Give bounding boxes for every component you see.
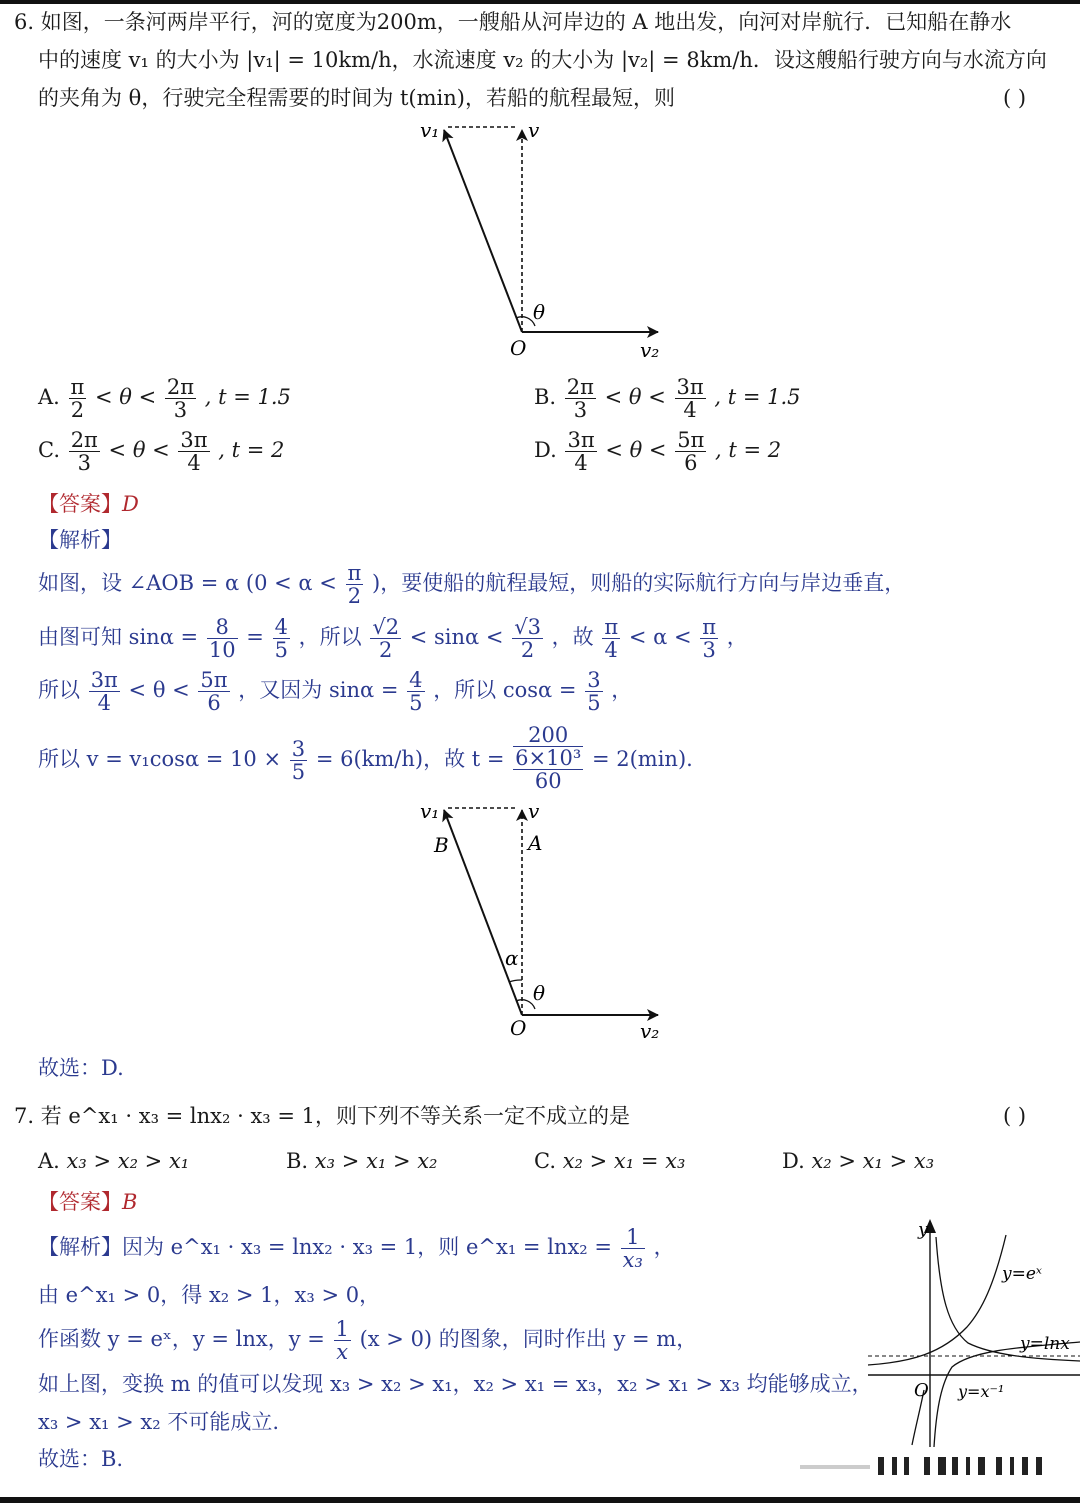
q6-solution-line-1: 如图，设 ∠AOB = α (0 < α < $\frac{\pi}{2}$ )，要使船的航程最短，则船的实际航行方向与岸边垂直， (38, 561, 906, 609)
q7-solution-line-5: x₃ > x₁ > x₂ 不可能成立. (38, 1410, 280, 1434)
label-theta: θ (533, 300, 546, 324)
q6-option-b[interactable]: B. $\frac{2\pi}{3}$ < θ < $\frac{3\pi}{4}$ , t = 1.5 (534, 375, 801, 423)
q7-answer: 【答案】B (38, 1190, 138, 1214)
q7-solution-line-3: 作函数 y = eˣ，y = lnx，y = $\frac{1}{x}$ (x > 0) 的图象，同时作出 y = m， (38, 1317, 698, 1365)
label-B: B (434, 833, 449, 857)
v1-vector (444, 130, 522, 332)
label-O: O (510, 1016, 527, 1040)
label-O: O (914, 1380, 929, 1401)
function-graph (862, 1215, 1080, 1450)
q6-option-d[interactable]: D. $\frac{3\pi}{4}$ < θ < $\frac{5\pi}{6}$ , t = 2 (534, 428, 782, 476)
answer-paren: ( ) (1003, 1104, 1027, 1128)
q6-solution-line-2: 由图可知 sinα = $\frac{8}{10}$ = $\frac{4}{5}$ ，所以 $\frac{√2}{2}$ < sinα < $\frac{√3}{2}$ ，故 $\frac{\pi}{4}$ < α < $\frac{\pi}{3}$ ， (38, 615, 748, 663)
label-v1: v₁ (420, 118, 440, 142)
ln-curve (934, 1342, 1080, 1447)
label-ln: y=lnx (1020, 1334, 1070, 1354)
q6-stem-line-1: 如图，一条河两岸平行，河的宽度为200m，一艘船从河岸边的 A 地出发，向河对岸航行．已知船在静水 (40, 10, 1012, 34)
bottom-border (0, 1497, 1080, 1503)
label-v: v (528, 799, 540, 823)
vector-figure-1 (400, 112, 690, 367)
question-number: 6. (14, 10, 35, 34)
label-A: A (528, 831, 543, 855)
q7-option-b[interactable]: B. x₃ > x₁ > x₂ (286, 1149, 438, 1173)
label-v1: v₁ (420, 799, 440, 823)
label-alpha: α (505, 946, 519, 970)
q6-solution-line-3: 所以 $\frac{3\pi}{4}$ < θ < $\frac{5\pi}{6}$ ，又因为 sinα = $\frac{4}{5}$ ，所以 cosα = $\frac{3}{5}$ ， (38, 668, 633, 716)
answer-value: B (122, 1190, 138, 1214)
q7-option-d[interactable]: D. x₂ > x₁ > x₃ (782, 1149, 935, 1173)
label-O: O (510, 336, 527, 360)
v1-vector (444, 810, 522, 1015)
label-v2: v₂ (640, 1019, 660, 1043)
q7-conclusion: 故选：B. (38, 1447, 124, 1471)
q6-option-a[interactable]: A. $\frac{\pi}{2}$ < θ < $\frac{2\pi}{3}$ , t = 1.5 (38, 375, 291, 423)
q7-option-c[interactable]: C. x₂ > x₁ = x₃ (534, 1149, 686, 1173)
q6-conclusion: 故选：D. (38, 1056, 124, 1080)
label-inverse: y=x⁻¹ (958, 1382, 1005, 1401)
vector-figure-2 (400, 795, 690, 1050)
q6-option-c[interactable]: C. $\frac{2\pi}{3}$ < θ < $\frac{3\pi}{4}$ , t = 2 (38, 428, 285, 476)
q7-solution-line-4: 如上图，变换 m 的值可以发现 x₃ > x₂ > x₁，x₂ > x₁ = x₃，x₂ > x₁ > x₃ 均能够成立， (38, 1372, 873, 1396)
alpha-arc (509, 980, 522, 982)
label-v2: v₂ (640, 338, 660, 362)
answer-value: D (122, 492, 139, 516)
q7-solution-line-1: 【解析】因为 e^x₁ · x₃ = lnx₂ · x₃ = 1，则 e^x₁ = lnx₂ = $\frac{1}{\text{x₃}}$ ， (38, 1225, 675, 1273)
q6-analysis-label: 【解析】 (38, 528, 122, 552)
q7-stem (14, 1098, 630, 1135)
q7-stem-text: 若 e^x₁ · x₃ = lnx₂ · x₃ = 1，则下列不等关系一定不成立的是 (40, 1104, 631, 1128)
q7-option-a[interactable]: A. x₃ > x₂ > x₁ (38, 1149, 190, 1173)
watermark-bars (800, 1455, 1060, 1479)
label-exp: y=eˣ (1002, 1264, 1042, 1284)
label-v: v (528, 118, 540, 142)
label-y: y (918, 1219, 929, 1240)
q6-solution-line-4: 所以 v = v₁cosα = 10 × $\frac{3}{5}$ = 6(km/h)，故 t = 200 6×10³ 60 = 2(min). (38, 723, 693, 794)
q6-stem-line-2: 中的速度 v₁ 的大小为 |v₁| = 10km/h，水流速度 v₂ 的大小为 |v₂| = 8km/h．设这艘船行驶方向与水流方向 (38, 48, 1047, 72)
answer-paren: ( ) (1003, 86, 1027, 110)
q6-stem-line-3: 的夹角为 θ，行驶完全程需要的时间为 t(min)，若船的航程最短，则 (38, 86, 675, 110)
q6-answer: 【答案】D (38, 492, 139, 516)
question-number: 7. (14, 1104, 35, 1128)
label-theta: θ (533, 981, 546, 1005)
q7-solution-line-2: 由 e^x₁ > 0，得 x₂ > 1，x₃ > 0， (38, 1283, 381, 1307)
q6-line-1 (14, 4, 1011, 41)
